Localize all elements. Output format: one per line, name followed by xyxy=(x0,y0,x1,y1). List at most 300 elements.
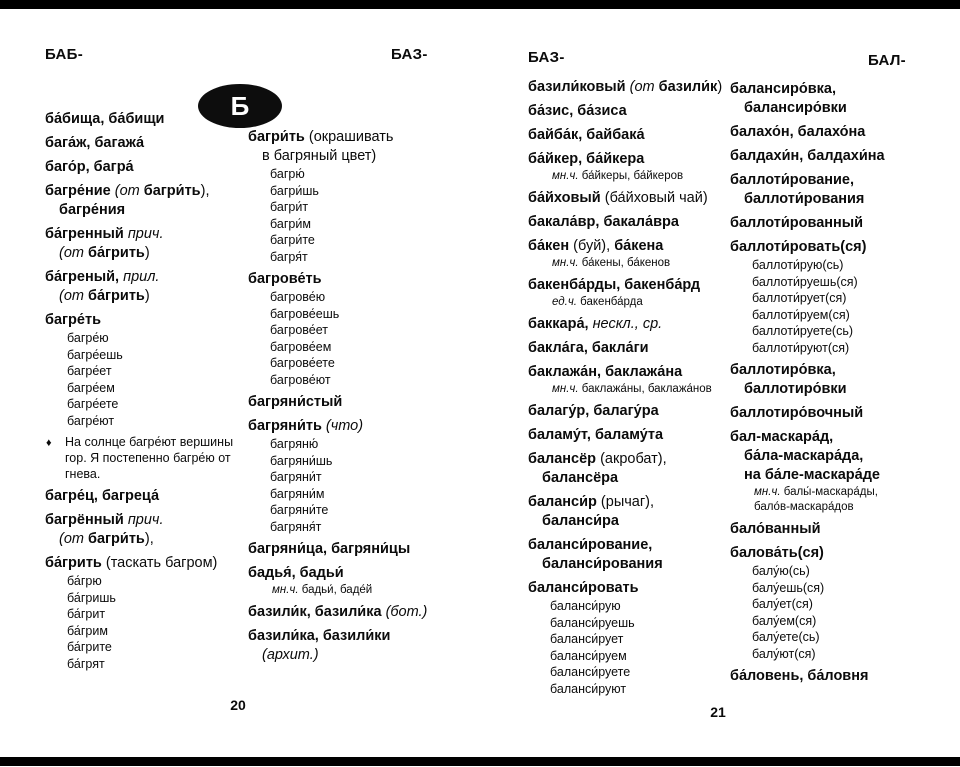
dictionary-entry xyxy=(730,238,940,356)
text-segment: баланси́рую xyxy=(550,599,621,613)
text-segment: бадья́, бадьи́ xyxy=(248,565,344,581)
word-form xyxy=(730,274,940,291)
text-segment: баланси́рование, xyxy=(528,537,653,553)
dictionary-column-2 xyxy=(248,128,472,670)
word-form xyxy=(730,629,940,646)
text-segment: ба́кен xyxy=(528,238,574,254)
headword-line xyxy=(248,128,472,147)
dictionary-entry xyxy=(528,78,726,97)
dictionary-entry xyxy=(528,450,726,488)
word-form xyxy=(45,606,241,623)
grammar-note xyxy=(528,169,726,184)
word-form xyxy=(45,363,241,380)
text-segment: багре́ц, багреца́ xyxy=(45,488,160,504)
text-segment: ба́йховый xyxy=(528,190,605,206)
text-segment: багри́м xyxy=(270,216,311,231)
headword-line xyxy=(248,393,472,412)
text-segment: баллотиро́вочный xyxy=(730,405,864,421)
running-head-right-page-left: БАЗ- xyxy=(528,49,565,66)
headword-line xyxy=(730,238,940,257)
headword-line xyxy=(730,80,940,99)
text-segment: баллоти́руешь(ся) xyxy=(752,274,858,289)
top-border xyxy=(0,0,960,9)
text-segment: ба́ла-маскара́да, xyxy=(744,448,864,464)
text-segment: балансиро́вка, xyxy=(730,81,837,97)
dictionary-entry xyxy=(730,361,940,399)
word-form xyxy=(730,323,940,340)
dictionary-entry xyxy=(730,428,940,515)
dictionary-entry xyxy=(528,339,726,358)
grammar-note xyxy=(528,295,726,310)
dictionary-entry xyxy=(45,268,241,306)
word-form xyxy=(248,322,472,339)
text-segment: бакенба́рды, бакенба́рд xyxy=(528,277,701,293)
text-segment: мн.ч. xyxy=(272,584,302,596)
word-form xyxy=(45,347,241,364)
headword-line xyxy=(528,339,726,358)
text-segment: ба́йкер, ба́йкера xyxy=(528,151,645,167)
headword-line xyxy=(45,554,241,573)
headword-line xyxy=(45,287,241,306)
headword-line xyxy=(248,564,472,583)
headword-line xyxy=(45,158,241,177)
headword-line xyxy=(528,150,726,169)
text-segment: ба́грите xyxy=(67,640,112,654)
headword-line xyxy=(528,78,726,97)
text-segment: балдахи́н, балдахи́на xyxy=(730,148,885,164)
text-segment: багрове́ют xyxy=(270,372,331,387)
dictionary-entry xyxy=(528,102,726,121)
text-segment: баланси́руют xyxy=(550,681,627,696)
text-segment: багряню́ xyxy=(270,437,319,451)
text-segment: ), xyxy=(200,183,210,199)
text-segment: (от xyxy=(114,183,144,199)
dictionary-entry xyxy=(248,540,472,559)
headword-line xyxy=(248,627,472,646)
text-segment: ба́грим xyxy=(67,623,108,638)
text-segment: баклажа́н, баклажа́на xyxy=(528,364,683,380)
text-segment: мн.ч. xyxy=(552,170,582,182)
dictionary-entry xyxy=(528,126,726,145)
headword-line xyxy=(730,123,940,142)
headword-line xyxy=(528,126,726,145)
word-form xyxy=(730,563,940,580)
text-segment: баланси́руешь xyxy=(550,615,635,630)
text-segment: баланси́руете xyxy=(550,665,631,679)
word-form xyxy=(248,436,472,453)
text-segment: ба́грит xyxy=(67,607,106,621)
headword-line xyxy=(528,189,726,208)
text-segment: байба́к, байбака́ xyxy=(528,127,645,143)
text-segment: ба́грить xyxy=(88,245,145,261)
word-form xyxy=(248,216,472,233)
dictionary-entry xyxy=(528,426,726,445)
dictionary-entry xyxy=(45,434,241,482)
dictionary-entry xyxy=(730,147,940,166)
text-segment: багрове́ете xyxy=(270,356,335,370)
headword-line xyxy=(45,530,241,549)
headword-line xyxy=(528,555,726,574)
word-form xyxy=(45,656,241,673)
headword-line xyxy=(730,466,940,485)
text-segment: балу́ют(ся) xyxy=(752,646,816,661)
text-segment: балагу́р, балагу́ра xyxy=(528,403,659,419)
usage-example xyxy=(45,434,241,482)
grammar-note xyxy=(528,256,726,271)
word-form xyxy=(45,639,241,656)
text-segment: баланси́ровать xyxy=(528,580,639,596)
dictionary-entry xyxy=(730,404,940,423)
text-segment: балу́ете(сь) xyxy=(752,630,820,644)
headword-line xyxy=(528,426,726,445)
text-segment: (буй), xyxy=(573,238,615,254)
text-segment: бакала́вр, бакала́вра xyxy=(528,214,679,230)
headword-line xyxy=(528,512,726,531)
text-segment: багре́ете xyxy=(67,397,119,411)
dictionary-entry xyxy=(528,363,726,397)
word-form xyxy=(45,590,241,607)
text-segment: бакла́га, бакла́ги xyxy=(528,340,649,356)
running-head-right-page-right: БАЛ- xyxy=(868,52,906,69)
text-segment: бадьи́, баде́й xyxy=(301,584,373,596)
diamond-icon: ♦ xyxy=(46,437,52,449)
text-segment: бал-маскара́д, xyxy=(730,429,834,445)
text-segment: баллоти́руете(сь) xyxy=(752,324,854,338)
text-segment: ба́йкеры, ба́йкеров xyxy=(581,170,684,182)
dictionary-entry xyxy=(528,213,726,232)
headword-line xyxy=(730,447,940,466)
dictionary-entry xyxy=(730,544,940,662)
text-segment: ) xyxy=(144,245,150,261)
text-segment: (от xyxy=(59,245,88,261)
headword-line xyxy=(730,667,940,686)
headword-line xyxy=(730,544,940,563)
text-segment: багре́ют xyxy=(67,413,115,428)
dictionary-entry xyxy=(248,417,472,535)
headword-line xyxy=(45,134,241,153)
text-segment: баклажа́ны, баклажа́нов xyxy=(581,383,712,395)
word-form xyxy=(248,372,472,389)
text-segment: ), xyxy=(144,531,154,547)
text-segment: балова́ть(ся) xyxy=(730,545,824,561)
headword-line xyxy=(730,404,940,423)
headword-line xyxy=(528,402,726,421)
headword-line xyxy=(248,540,472,559)
word-form xyxy=(248,249,472,266)
word-form xyxy=(528,664,726,681)
text-segment: (что) xyxy=(325,418,364,434)
text-segment: мн.ч. xyxy=(754,486,784,498)
dictionary-entry xyxy=(528,493,726,531)
text-segment: базили́ка, базили́ки xyxy=(248,628,391,644)
letter-badge-label: Б xyxy=(230,91,250,121)
headword-line xyxy=(248,603,472,622)
dictionary-entry xyxy=(248,627,472,665)
headword-line xyxy=(528,536,726,555)
word-form xyxy=(730,340,940,357)
headword-line xyxy=(730,428,940,447)
text-segment: багряни́ть xyxy=(248,418,326,434)
word-form xyxy=(45,330,241,347)
text-segment: прич. xyxy=(127,512,164,528)
text-segment: базили́ковый xyxy=(528,79,630,95)
text-segment: ба́гришь xyxy=(67,590,116,605)
text-segment: На солнце багре́ют вершины гор. Я постепенно багре́ю от гнева. xyxy=(65,435,234,481)
dictionary-entry xyxy=(730,214,940,233)
word-form xyxy=(248,355,472,372)
text-segment: баланси́руем xyxy=(550,648,627,663)
text-segment: багри́ть xyxy=(88,531,145,547)
word-form xyxy=(730,257,940,274)
headword-line xyxy=(248,646,472,665)
headword-line xyxy=(730,361,940,380)
dictionary-entry xyxy=(45,110,241,129)
text-segment: на ба́ле-маскара́де xyxy=(744,467,880,483)
text-segment: багряни́т xyxy=(270,470,322,484)
word-form xyxy=(248,519,472,536)
text-segment: мн.ч. xyxy=(552,383,582,395)
text-segment: балу́ешь(ся) xyxy=(752,580,825,595)
word-form xyxy=(528,631,726,648)
dictionary-entry xyxy=(528,402,726,421)
text-segment: багре́ет xyxy=(67,364,112,378)
dictionary-entry xyxy=(730,520,940,539)
text-segment: багряни́шь xyxy=(270,453,333,468)
word-form xyxy=(528,598,726,615)
word-form xyxy=(45,380,241,397)
text-segment: балансёр xyxy=(528,451,601,467)
text-segment: ба́бища, ба́бищи xyxy=(45,111,165,127)
grammar-note xyxy=(528,382,726,397)
headword-line xyxy=(730,380,940,399)
headword-line xyxy=(45,487,241,506)
text-segment: багри́ть xyxy=(248,129,309,145)
text-segment: ) xyxy=(144,288,150,304)
running-head-left-page-right: БАЗ- xyxy=(391,46,428,63)
dictionary-entry xyxy=(45,182,241,220)
dictionary-column-1 xyxy=(45,110,241,677)
word-form xyxy=(248,502,472,519)
word-form xyxy=(248,232,472,249)
text-segment: бага́ж, багажа́ xyxy=(45,135,145,151)
word-form xyxy=(248,183,472,200)
text-segment: (архит.) xyxy=(262,647,319,663)
text-segment: баллотиро́вка, xyxy=(730,362,836,378)
text-segment: мн.ч. xyxy=(552,257,582,269)
text-segment: баллоти́рования xyxy=(744,191,865,207)
dictionary-column-4 xyxy=(730,80,940,691)
headword-line xyxy=(730,171,940,190)
word-form xyxy=(730,307,940,324)
word-form xyxy=(730,613,940,630)
text-segment: баланси́рует xyxy=(550,632,624,646)
text-segment: ба́грят xyxy=(67,656,105,671)
text-segment: багре́ние xyxy=(45,183,115,199)
headword-line xyxy=(45,511,241,530)
word-form xyxy=(45,623,241,640)
text-segment: (от xyxy=(59,531,88,547)
word-form xyxy=(248,469,472,486)
dictionary-entry xyxy=(248,603,472,622)
dictionary-entry xyxy=(45,554,241,672)
text-segment: балы́-маскара́ды, xyxy=(783,486,878,498)
text-segment: (ба́йховый чай) xyxy=(604,190,708,206)
text-segment: (акробат), xyxy=(600,451,667,467)
headword-line xyxy=(248,417,472,436)
word-form xyxy=(730,580,940,597)
text-segment: балу́ет(ся) xyxy=(752,597,813,611)
dictionary-entry xyxy=(528,579,726,697)
word-form xyxy=(45,396,241,413)
text-segment: багре́ю xyxy=(67,331,109,345)
dictionary-entry xyxy=(730,667,940,686)
dictionary-entry xyxy=(45,134,241,153)
text-segment: багри́ть xyxy=(143,183,201,199)
headword-line xyxy=(45,244,241,263)
text-segment: ) xyxy=(717,79,723,95)
bottom-border xyxy=(0,757,960,766)
text-segment: баланси́ра xyxy=(542,513,619,529)
headword-line xyxy=(730,147,940,166)
text-segment: ба́грить xyxy=(45,555,106,571)
text-segment: ба́грю xyxy=(67,574,102,588)
text-segment: багрове́ю xyxy=(270,290,326,304)
dictionary-entry xyxy=(45,311,241,429)
word-form xyxy=(730,290,940,307)
dictionary-entry xyxy=(45,158,241,177)
text-segment: балансёра xyxy=(542,470,619,486)
headword-line xyxy=(528,469,726,488)
headword-line xyxy=(45,225,241,244)
text-segment: базили́к, базили́ка xyxy=(248,604,386,620)
word-form xyxy=(528,648,726,665)
text-segment: багре́ть xyxy=(45,312,101,328)
text-segment: багре́ем xyxy=(67,380,115,395)
word-form xyxy=(248,166,472,183)
text-segment: багрю́ xyxy=(270,167,305,181)
dictionary-entry xyxy=(528,536,726,574)
running-head-left-page-left: БАБ- xyxy=(45,46,84,63)
dictionary-entry xyxy=(248,270,472,388)
headword-line xyxy=(248,270,472,289)
text-segment: багряни́стый xyxy=(248,394,343,410)
text-segment: балу́ю(сь) xyxy=(752,564,810,578)
text-segment: баланси́р xyxy=(528,494,601,510)
word-form xyxy=(248,289,472,306)
headword-line xyxy=(528,213,726,232)
text-segment: (от xyxy=(59,288,88,304)
text-segment: багрове́ет xyxy=(270,323,329,337)
text-segment: в багряный цвет) xyxy=(262,148,377,164)
word-form xyxy=(528,615,726,632)
text-segment: ба́грить xyxy=(88,288,145,304)
text-segment: баллоти́ровать(ся) xyxy=(730,239,867,255)
headword-line xyxy=(45,268,241,287)
text-segment: баллоти́руем(ся) xyxy=(752,307,850,322)
word-form xyxy=(730,646,940,663)
text-segment: балахо́н, балахо́на xyxy=(730,124,866,140)
text-segment: багря́т xyxy=(270,249,308,264)
dictionary-entry xyxy=(528,276,726,310)
text-segment: балу́ем(ся) xyxy=(752,613,817,628)
text-segment: баллоти́рованный xyxy=(730,215,864,231)
headword-line xyxy=(528,450,726,469)
text-segment: баламу́т, баламу́та xyxy=(528,427,664,443)
headword-line xyxy=(528,363,726,382)
grammar-note xyxy=(730,500,940,515)
dictionary-entry xyxy=(528,315,726,334)
text-segment: нескл., ср. xyxy=(592,316,663,332)
text-segment: багри́т xyxy=(270,200,309,214)
word-form xyxy=(248,306,472,323)
word-form xyxy=(248,339,472,356)
headword-line xyxy=(730,214,940,233)
headword-line xyxy=(528,315,726,334)
headword-line xyxy=(45,110,241,129)
word-form xyxy=(45,413,241,430)
dictionary-entry xyxy=(45,511,241,549)
text-segment: бакенба́рда xyxy=(580,296,643,308)
grammar-note xyxy=(248,583,472,598)
text-segment: баллотиро́вки xyxy=(744,381,847,397)
text-segment: багре́ния xyxy=(59,202,126,218)
word-form xyxy=(528,681,726,698)
dictionary-entry xyxy=(730,171,940,209)
text-segment: багри́те xyxy=(270,233,315,247)
word-form xyxy=(248,453,472,470)
dictionary-entry xyxy=(45,225,241,263)
dictionary-column-3 xyxy=(528,78,726,702)
text-segment: багряни́те xyxy=(270,503,329,517)
word-form xyxy=(45,573,241,590)
text-segment: багряня́т xyxy=(270,519,322,534)
headword-line xyxy=(730,190,940,209)
text-segment: ба́зис, ба́зиса xyxy=(528,103,627,119)
headword-line xyxy=(45,182,241,201)
headword-line xyxy=(248,147,472,166)
text-segment: багряни́ца, багряни́цы xyxy=(248,541,411,557)
dictionary-entry xyxy=(730,123,940,142)
dictionary-entry xyxy=(45,487,241,506)
grammar-note xyxy=(730,485,940,500)
headword-line xyxy=(528,237,726,256)
word-form xyxy=(248,486,472,503)
text-segment: ба́гренный xyxy=(45,226,128,242)
text-segment: базили́к xyxy=(658,79,718,95)
dictionary-entry xyxy=(248,564,472,598)
text-segment: ед.ч. xyxy=(552,296,581,308)
headword-line xyxy=(45,201,241,220)
headword-line xyxy=(528,579,726,598)
text-segment: (рычаг), xyxy=(600,494,655,510)
dictionary-entry xyxy=(528,189,726,208)
text-segment: ба́греный, xyxy=(45,269,124,285)
headword-line xyxy=(528,102,726,121)
dictionary-entry xyxy=(528,150,726,184)
text-segment: (бот.) xyxy=(385,604,428,620)
text-segment: баллоти́руют(ся) xyxy=(752,340,850,355)
dictionary-entry xyxy=(730,80,940,118)
text-segment: баго́р, багра́ xyxy=(45,159,134,175)
text-segment: ба́кена xyxy=(614,238,664,254)
text-segment: баллоти́рую(сь) xyxy=(752,258,844,272)
text-segment: багрове́ем xyxy=(270,339,332,354)
dictionary-entry xyxy=(248,128,472,265)
text-segment: баллоти́рование, xyxy=(730,172,855,188)
page-number-right: 21 xyxy=(710,704,726,720)
dictionary-entry xyxy=(248,393,472,412)
dictionary-entry xyxy=(528,237,726,271)
